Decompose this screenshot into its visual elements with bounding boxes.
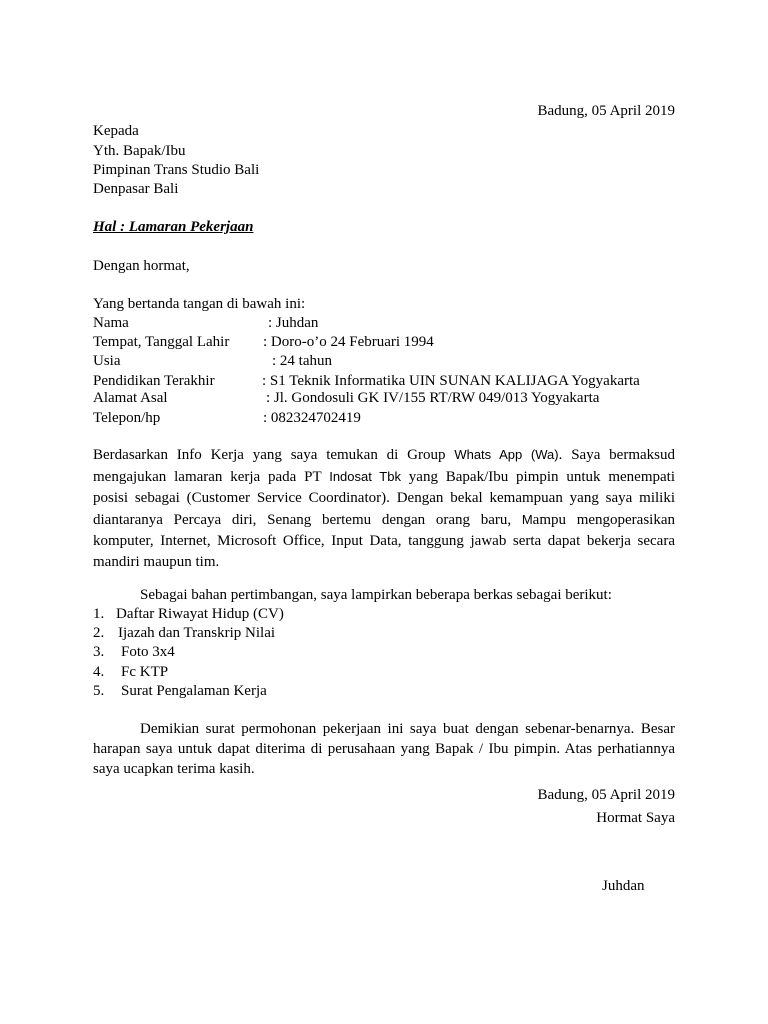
field-value-nama: : Juhdan: [268, 315, 319, 331]
field-value-alamat: : Jl. Gondosuli GK IV/155 RT/RW 049/013 Yogyakarta: [266, 390, 600, 406]
attachment-item-2: Ijazah dan Transkrip Nilai: [118, 625, 276, 641]
recipient-line-3: Pimpinan Trans Studio Bali: [93, 162, 260, 178]
attachment-num-4: 4.: [93, 664, 105, 680]
attachment-item-4: Fc KTP: [121, 664, 169, 680]
signature-regards: Hormat Saya: [596, 810, 675, 826]
recipient-line-1: Kepada: [93, 123, 139, 139]
attachment-item-5: Surat Pengalaman Kerja: [121, 683, 267, 699]
signature-place-date: Badung, 05 April 2019: [537, 787, 675, 803]
body-line-3: posisi sebagai (Customer Service Coordinator). Dengan bekal kemampuan yang saya miliki: [93, 490, 675, 506]
signature-name: Juhdan: [602, 878, 645, 894]
field-label-pendidikan: Pendidikan Terakhir: [93, 373, 215, 389]
body-line-6: mandiri maupun tim.: [93, 554, 220, 570]
field-value-ttl: : Doro-o’o 24 Februari 1994: [263, 334, 434, 350]
attachment-num-3: 3.: [93, 644, 105, 660]
attachments-intro: Sebagai bahan pertimbangan, saya lampirkan beberapa berkas sebagai berikut:: [140, 587, 612, 603]
field-value-usia: : 24 tahun: [272, 353, 332, 369]
attachment-item-1: Daftar Riwayat Hidup (CV): [116, 606, 284, 622]
closing-line-1: Demikian surat permohonan pekerjaan ini saya buat dengan sebenar-benarnya. Besar: [140, 721, 675, 737]
attachment-num-5: 5.: [93, 683, 105, 699]
field-label-alamat: Alamat Asal: [93, 390, 168, 406]
field-label-usia: Usia: [93, 353, 121, 369]
attachment-num-1: 1.: [93, 606, 105, 622]
greeting: Dengan hormat,: [93, 258, 190, 274]
body-line-1: Berdasarkan Info Kerja yang saya temukan di Group Whats App (Wa). Saya bermaksud: [93, 447, 675, 463]
body-paragraph: [93, 444, 675, 573]
recipient-line-2: Yth. Bapak/Ibu: [93, 143, 186, 159]
field-label-nama: Nama: [93, 315, 129, 331]
recipient-line-4: Denpasar Bali: [93, 181, 179, 197]
field-label-ttl: Tempat, Tanggal Lahir: [93, 334, 230, 350]
letter-subject: Hal : Lamaran Pekerjaan: [93, 219, 254, 235]
header-place-date: Badung, 05 April 2019: [537, 103, 675, 119]
closing-line-2: harapan saya untuk dapat diterima di perusahaan yang Bapak / Ibu pimpin. Atas perhatiannya: [93, 741, 675, 757]
attachment-num-2: 2.: [93, 625, 105, 641]
closing-paragraph: [93, 719, 675, 779]
field-value-pendidikan: : S1 Teknik Informatika UIN SUNAN KALIJAGA Yogyakarta: [262, 373, 640, 389]
body-line-4: diantaranya Percaya diri, Senang bertemu dengan orang baru, Mampu mengoperasikan: [93, 512, 676, 528]
attachment-item-3: Foto 3x4: [121, 644, 175, 660]
body-line-2: mengajukan lamaran kerja pada PT Indosat Tbk yang Bapak/Ibu pimpin untuk menempati: [93, 469, 675, 485]
body-line-5: komputer, Internet, Microsoft Office, Input Data, tanggung jawab serta dapat bekerja secara: [93, 533, 675, 549]
intro-line: Yang bertanda tangan di bawah ini:: [93, 296, 306, 312]
field-label-telepon: Telepon/hp: [93, 410, 161, 426]
closing-line-3: saya ucapkan terima kasih.: [93, 761, 255, 777]
field-value-telepon: : 082324702419: [263, 410, 361, 426]
